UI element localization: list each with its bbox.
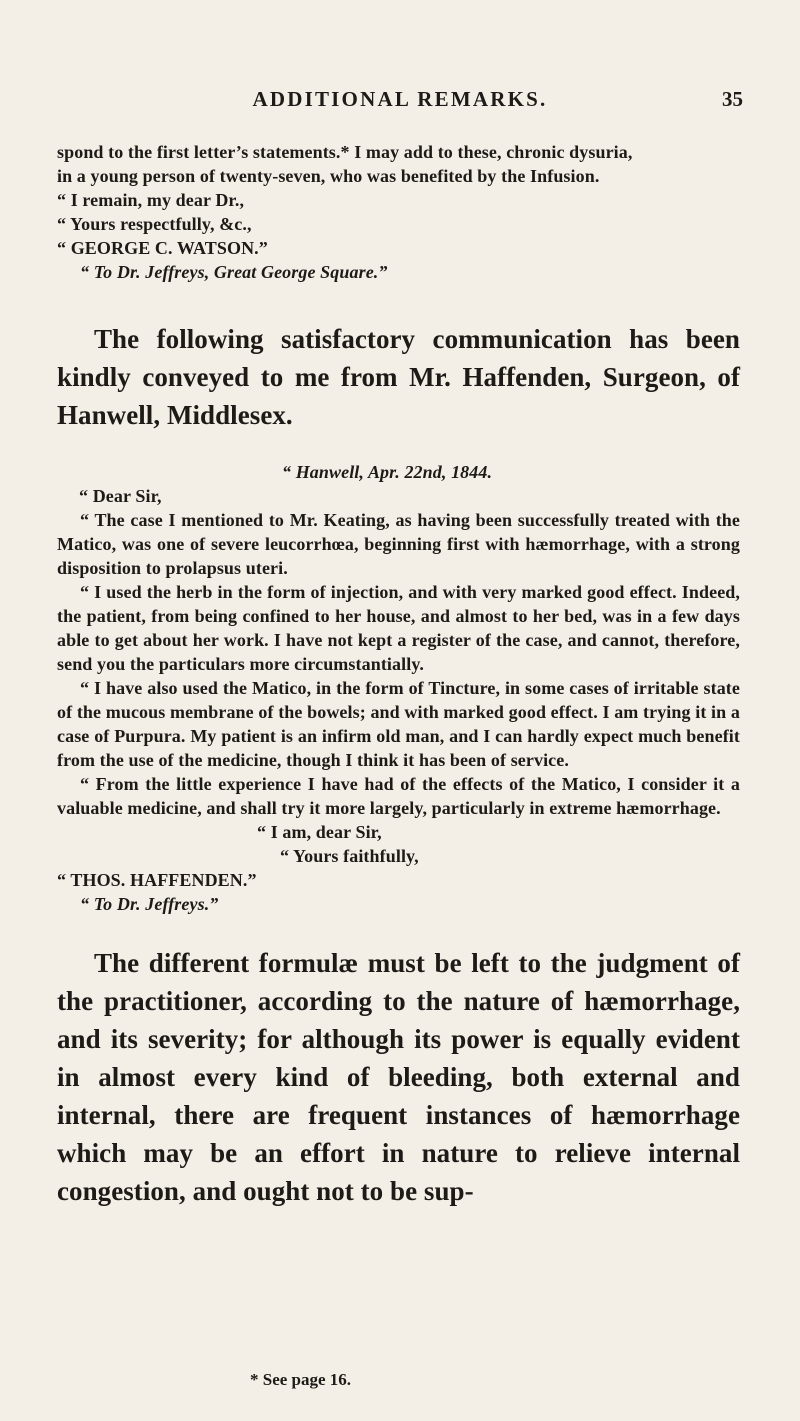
letter-paragraph-4: “ From the little experience I have had of the effects of the Matico, I consider it a valuable medicine, and shall try it more largely, particularly in extreme hæmorrhage. — [57, 774, 740, 818]
letter-salutation: “ Dear Sir, — [79, 486, 162, 506]
opening-line-1: spond to the first letter’s statements.* I may add to these, chronic dysuria, — [57, 142, 633, 162]
closing-respectfully: “ Yours respectfully, &c., — [57, 214, 252, 234]
intro-paragraph — [57, 320, 740, 434]
address-jeffreys-great-george: “ To Dr. Jeffreys, Great George Square.” — [80, 262, 388, 282]
running-title: ADDITIONAL REMARKS. — [252, 87, 548, 111]
letter-paragraph-3: “ I have also used the Matico, in the form of Tincture, in some cases of irritable state of the mucous membrane of the bowels; and with marked good effect. I am trying it in a case of Purpura. My patient is an infirm old man, and I can hardly expect much benefit from the use of the medicine, though I think it has been of service. — [57, 678, 740, 770]
closing-paragraph-text: The different formulæ must be left to the judgment of the practitioner, according to the nature of hæmorrhage, and its severity; for although its power is equally evident in almost every kind of bleeding, both external and internal, there are frequent instances of hæmorrhage which may be an effort in nature to relieve internal congestion, and ought not to be sup- — [57, 948, 740, 1206]
address-jeffreys: “ To Dr. Jeffreys.” — [80, 894, 219, 914]
page-number: 35 — [722, 87, 743, 111]
closing-am: “ I am, dear Sir, — [257, 822, 382, 842]
opening-text — [57, 140, 740, 284]
page-content — [57, 140, 740, 1210]
intro-paragraph-text: The following satisfactory communication has been kindly conveyed to me from Mr. Haffenden, Surgeon, of Hanwell, Middlesex. — [57, 324, 740, 430]
signature-haffenden: “ THOS. HAFFENDEN.” — [57, 870, 257, 890]
running-head — [57, 87, 743, 111]
haffenden-letter — [57, 460, 740, 916]
opening-line-2: in a young person of twenty-seven, who was benefited by the Infusion. — [57, 166, 600, 186]
closing-remain: “ I remain, my dear Dr., — [57, 190, 245, 210]
letter-paragraph-1: “ The case I mentioned to Mr. Keating, as having been successfully treated with the Matico, was one of severe leucorrhœa, beginning first with hæmorrhage, with a strong disposition to prolapsus uteri. — [57, 510, 740, 578]
closing-paragraph — [57, 944, 740, 1210]
footnote: * See page 16. — [250, 1370, 352, 1389]
letter-date: “ Hanwell, Apr. 22nd, 1844. — [282, 462, 493, 482]
signature-watson: “ GEORGE C. WATSON.” — [57, 238, 268, 258]
letter-paragraph-2: “ I used the herb in the form of injection, and with very marked good effect. Indeed, the patient, from being confined to her house, and almost to her bed, was in a few days able to get about her work. I have not kept a register of the case, and cannot, therefore, send you the particulars more circumstantially. — [57, 582, 740, 674]
closing-faithfully: “ Yours faithfully, — [280, 846, 419, 866]
